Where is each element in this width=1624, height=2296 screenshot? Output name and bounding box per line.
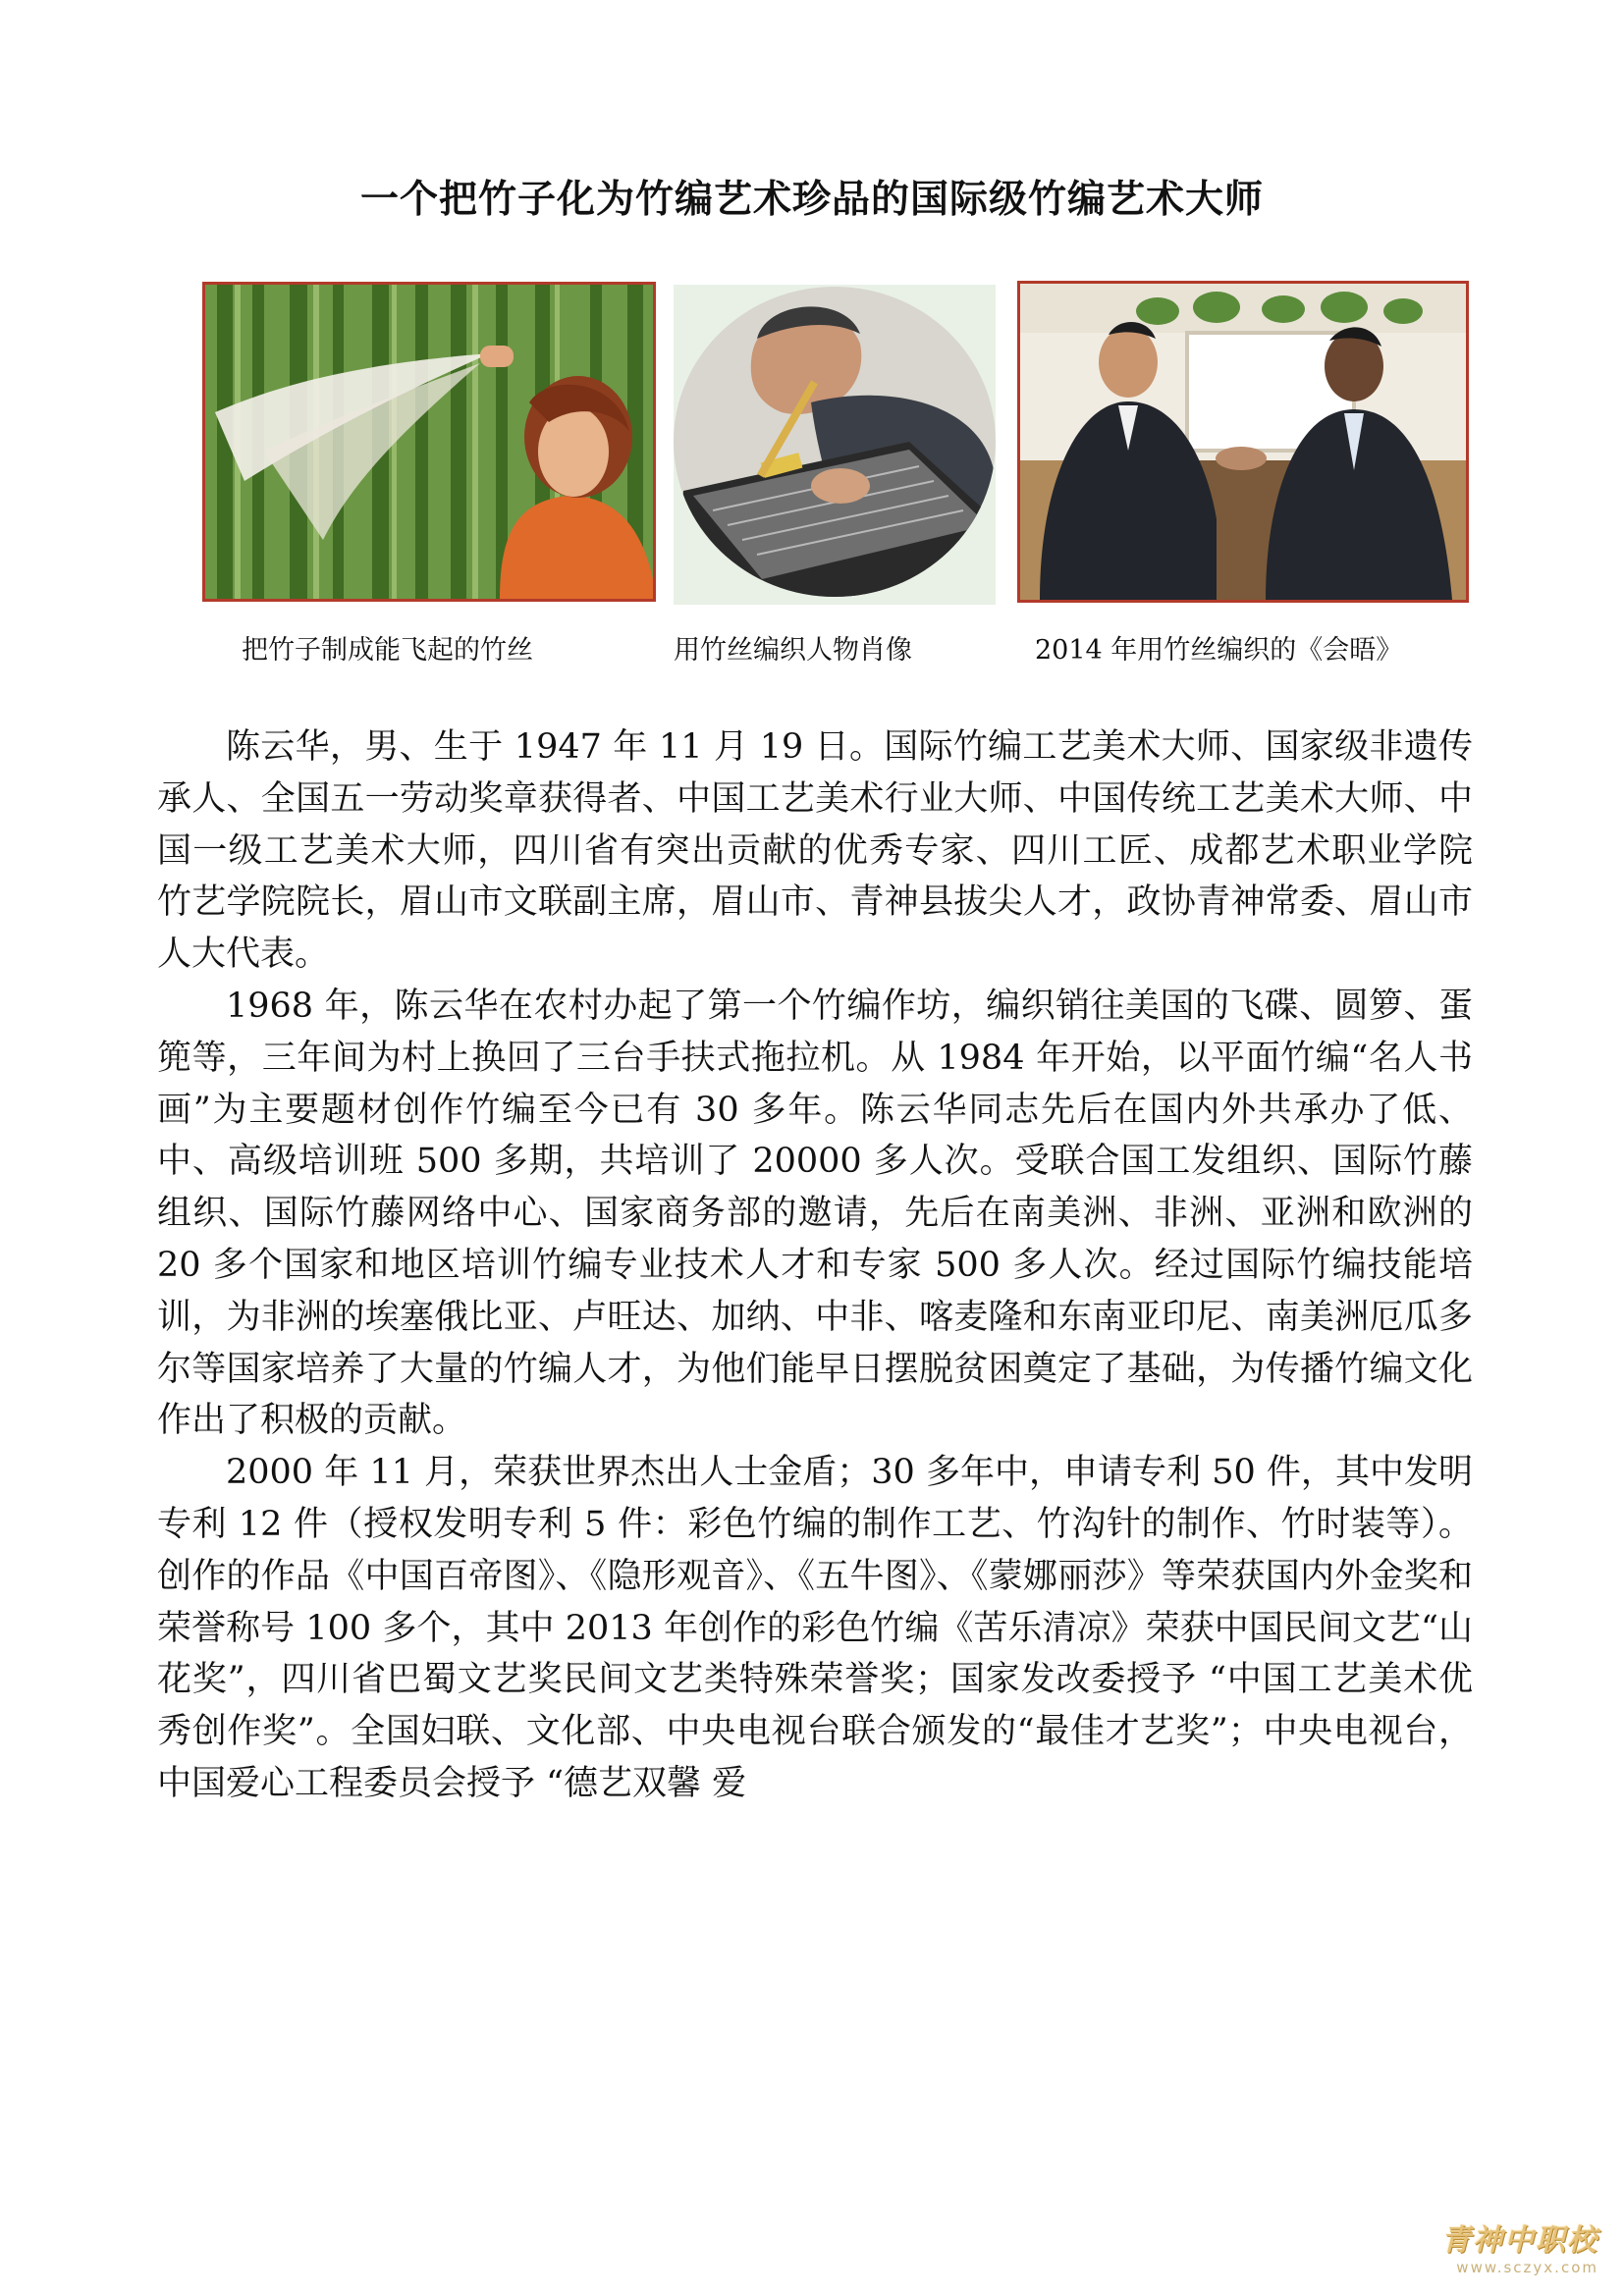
body-paragraph: 2000 年 11 月，荣获世界杰出人士金盾；30 多年中，申请专利 50 件，其中发明专利 12 件（授权发明专利 5 件：彩色竹编的制作工艺、竹沟针的制作、竹时装等）。创作的作品《中国百帝图》、《隐形观音》、《五牛图》、《蒙娜丽莎》等荣获国内外金奖和荣誉称号 100 多个，其中 2013 年创作的彩色竹编《苦乐清凉》荣获中国民间文艺“山花奖”，四川省巴蜀文艺奖民间文艺类特殊荣誉奖；国家发改委授予 “中国工艺美术优秀创作奖”。全国妇联、文化部、中央电视台联合颁发的“最佳才艺奖”；中央电视台，中国爱心工程委员会授予 “德艺双馨 爱 (157, 1453, 1473, 1803)
body-paragraph: 1968 年，陈云华在农村办起了第一个竹编作坊，编织销往美国的飞碟、圆箩、蛋篼等，三年间为村上换回了三台手扶式拖拉机。从 1984 年开始，以平面竹编“名人书画”为主要题材创作竹编至今已有 30 多年。陈云华同志先后在国内外共承办了低、中、高级培训班 500 多期，共培训了 20000 多人次。受联合国工发组织、国际竹藤组织、国际竹藤网络中心、国家商务部的邀请，先后在南美洲、非洲、亚洲和欧洲的 20 多个国家和地区培训竹编专业技术人才和专家 500 多人次。经过国际竹编技能培训，为非洲的埃塞俄比亚、卢旺达、加纳、中非、喀麦隆和东南亚印尼、南美洲厄瓜多尔等国家培养了大量的竹编人才，为他们能早日摆脱贫困奠定了基础，为传播竹编文化作出了积极的贡献。 (157, 986, 1473, 1441)
page-title: 一个把竹子化为竹编艺术珍品的国际级竹编艺术大师 (359, 178, 1264, 222)
master-weaving-portrait-photo (674, 285, 996, 605)
two-leaders-handshake-weaving-photo (1017, 281, 1469, 603)
site-watermark (1441, 2216, 1598, 2276)
figure-caption: 2014 年用竹丝编织的《会晤》 (1035, 635, 1403, 666)
figure-caption: 用竹丝编织人物肖像 (674, 635, 912, 666)
watermark-title: 青神中职校 (1441, 2223, 1598, 2258)
watermark-url: www.sczyx.com (1456, 2259, 1598, 2276)
body-paragraph: 陈云华，男、生于 1947 年 11 月 19 日。国际竹编工艺美术大师、国家级非遗传承人、全国五一劳动奖章获得者、中国工艺美术行业大师、中国传统工艺美术大师、中国一级工艺美术大师，四川省有突出贡献的优秀专家、四川工匠、成都艺术职业学院 竹艺学院院长，眉山市文联副主席，眉山市、青神县拔尖人才，政协青神常委、眉山市人大代表。 (157, 727, 1473, 975)
woman-with-bamboo-silk-photo (202, 282, 656, 602)
figure-caption: 把竹子制成能飞起的竹丝 (242, 635, 533, 666)
article-body (157, 721, 1473, 1810)
